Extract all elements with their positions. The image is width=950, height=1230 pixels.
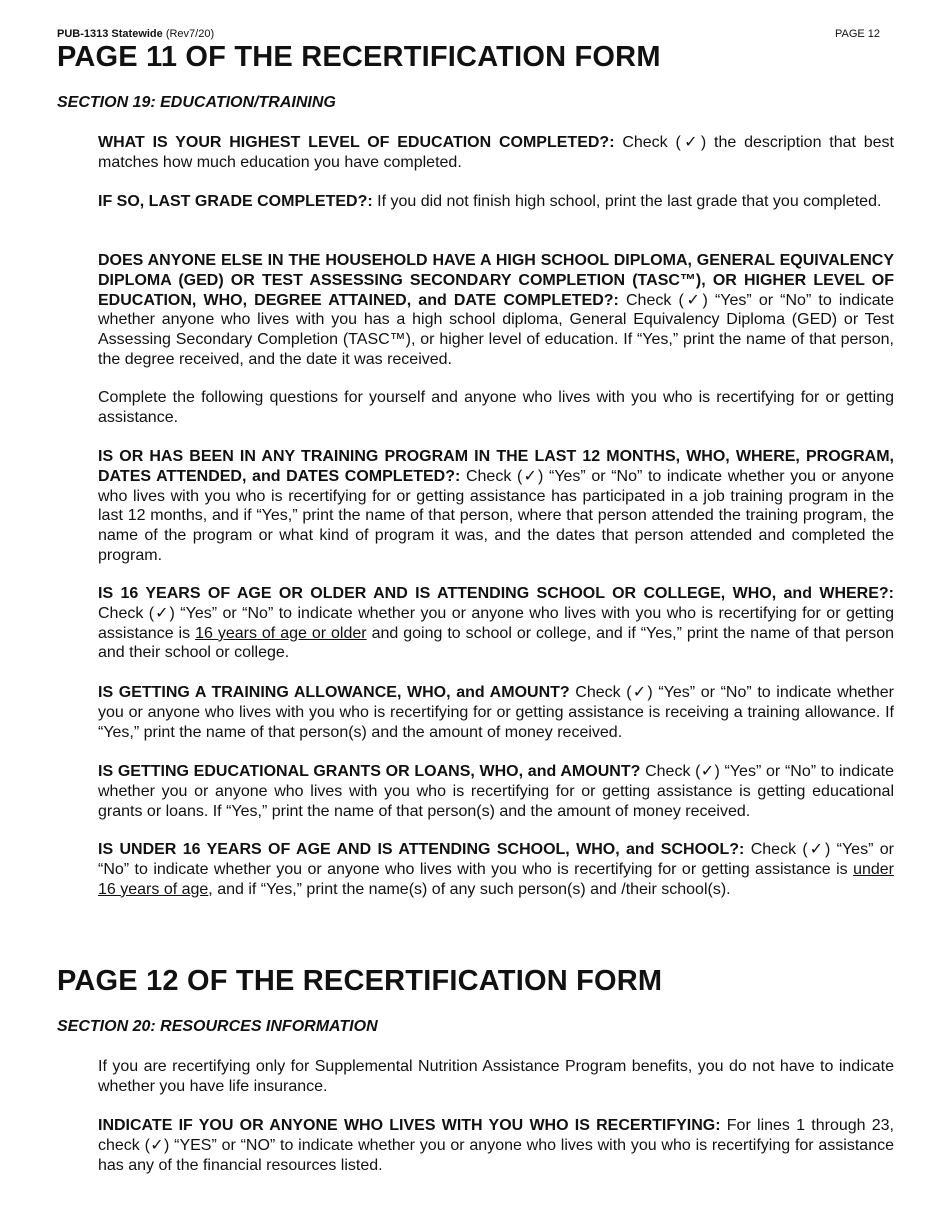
paragraph-heading: IS GETTING EDUCATIONAL GRANTS OR LOANS, WHO, and AMOUNT? xyxy=(98,763,641,780)
paragraph-last-grade xyxy=(98,192,894,212)
paragraph-heading: IF SO, LAST GRADE COMPLETED?: xyxy=(98,193,373,210)
paragraph-text: For lines 1 through 23, check (✓) “YES” or “NO” to indicate whether you or anyone who lives with you who is recertifying for assistance has any of the financial resources listed. xyxy=(98,1117,894,1174)
paragraph-text: Check (✓) “Yes” or “No” to indicate whether you or anyone who lives with you who is recertifying for or getting assistance is xyxy=(98,604,894,642)
section20-heading: SECTION 20: RESOURCES INFORMATION xyxy=(57,1018,378,1035)
paragraph-under-16 xyxy=(98,840,894,899)
paragraph-text: Check (✓) “Yes” or “No” to indicate whether you or anyone who lives with you who is recertifying for or getting assistance is receiving a training allowance. If “Yes,” print the name of that person(s) and the amount of money received. xyxy=(98,684,895,741)
paragraph-heading: WHAT IS YOUR HIGHEST LEVEL OF EDUCATION COMPLETED?: xyxy=(98,134,615,151)
paragraph-text: Check (✓) “Yes” or “No” to indicate whether anyone who lives with you has a high school diploma, General Equivalency Diploma (GED) or Test Assessing Secondary Completion (TASC™), or higher level of education. If “Yes,” print the name of that person, the degree received, and the date it was received. xyxy=(98,291,894,368)
form-id: PUB-1313 Statewide xyxy=(57,28,163,40)
paragraph-text: Complete the following questions for yourself and anyone who lives with you who is recertifying for or getting assistance. xyxy=(98,389,894,426)
paragraph-heading: IS OR HAS BEEN IN ANY TRAINING PROGRAM IN THE LAST 12 MONTHS, WHO, WHERE, PROGRAM, DATES ATTENDED, and DATES COMPLETED?: xyxy=(98,448,894,485)
paragraph-grants-loans xyxy=(98,762,894,821)
paragraph-text-after: , and if “Yes,” print the name(s) of any such person(s) and /their school(s). xyxy=(208,880,731,898)
page-number: PAGE 12 xyxy=(835,28,881,40)
paragraph-heading: INDICATE IF YOU OR ANYONE WHO LIVES WITH YOU WHO IS RECERTIFYING: xyxy=(98,1117,721,1134)
paragraph-indicate-resources xyxy=(98,1116,894,1175)
paragraph-text: Check (✓) “Yes” or “No” to indicate whether you or anyone who lives with you who is recertifying for or getting assistance is xyxy=(98,841,894,878)
page12-title: PAGE 12 OF THE RECERTIFICATION FORM xyxy=(57,965,663,997)
paragraph-heading: DOES ANYONE ELSE IN THE HOUSEHOLD HAVE A HIGH SCHOOL DIPLOMA, GENERAL EQUIVALENCY DIPLOMA (GED) OR TEST ASSESSING SECONDARY COMPLETION (TASC™), OR HIGHER LEVEL OF EDUCATION, WHO, DEGREE ATTAINED, and DATE COMPLETED?: xyxy=(98,252,894,309)
paragraph-text: Check (✓) “Yes” or “No” to indicate whether you or anyone who lives with you who is recertifying for or getting assistance has participated in a job training program in the last 12 months, and if “Yes,” print the name of that person, where that person attended the training program, the name of the program or what kind of program it was, and the dates that person attended and completed the program. xyxy=(98,467,894,564)
paragraph-instructions xyxy=(98,388,894,428)
underlined-text: 16 years of age or older xyxy=(195,624,367,642)
paragraph-text: Check (✓) “Yes” or “No” to indicate whether you or anyone who lives with you who is recertifying for or getting assistance is getting educational grants or loans. If “Yes,” print the name of that person(s) and the amount of money received. xyxy=(98,763,894,820)
paragraph-text: Check (✓) the description that best matches how much education you have completed. xyxy=(98,134,894,171)
paragraph-text: If you did not finish high school, print the last grade that you completed. xyxy=(372,193,882,210)
paragraph-household-diploma xyxy=(98,251,894,370)
form-identifier xyxy=(57,28,214,40)
underlined-text: under 16 years of age xyxy=(98,860,894,898)
paragraph-16-or-older xyxy=(98,584,894,663)
paragraph-highest-education xyxy=(98,133,894,173)
paragraph-text-after: and going to school or college, and if “Yes,” print the name of that person and their school or college. xyxy=(98,624,894,662)
paragraph-training-allowance xyxy=(98,683,894,742)
section19-heading: SECTION 19: EDUCATION/TRAINING xyxy=(57,94,336,111)
paragraph-heading: IS 16 YEARS OF AGE OR OLDER AND IS ATTENDING SCHOOL OR COLLEGE, WHO, and WHERE?: xyxy=(98,585,894,602)
paragraph-heading: IS UNDER 16 YEARS OF AGE AND IS ATTENDING SCHOOL, WHO, and SCHOOL?: xyxy=(98,841,745,858)
paragraph-snap-only xyxy=(98,1057,894,1097)
page11-title: PAGE 11 OF THE RECERTIFICATION FORM xyxy=(57,41,661,73)
paragraph-heading: IS GETTING A TRAINING ALLOWANCE, WHO, and AMOUNT? xyxy=(98,684,570,701)
form-revision: (Rev7/20) xyxy=(165,28,215,40)
paragraph-training-program xyxy=(98,447,894,566)
paragraph-text: If you are recertifying only for Supplemental Nutrition Assistance Program benefits, you do not have to indicate whether you have life insurance. xyxy=(98,1058,894,1095)
